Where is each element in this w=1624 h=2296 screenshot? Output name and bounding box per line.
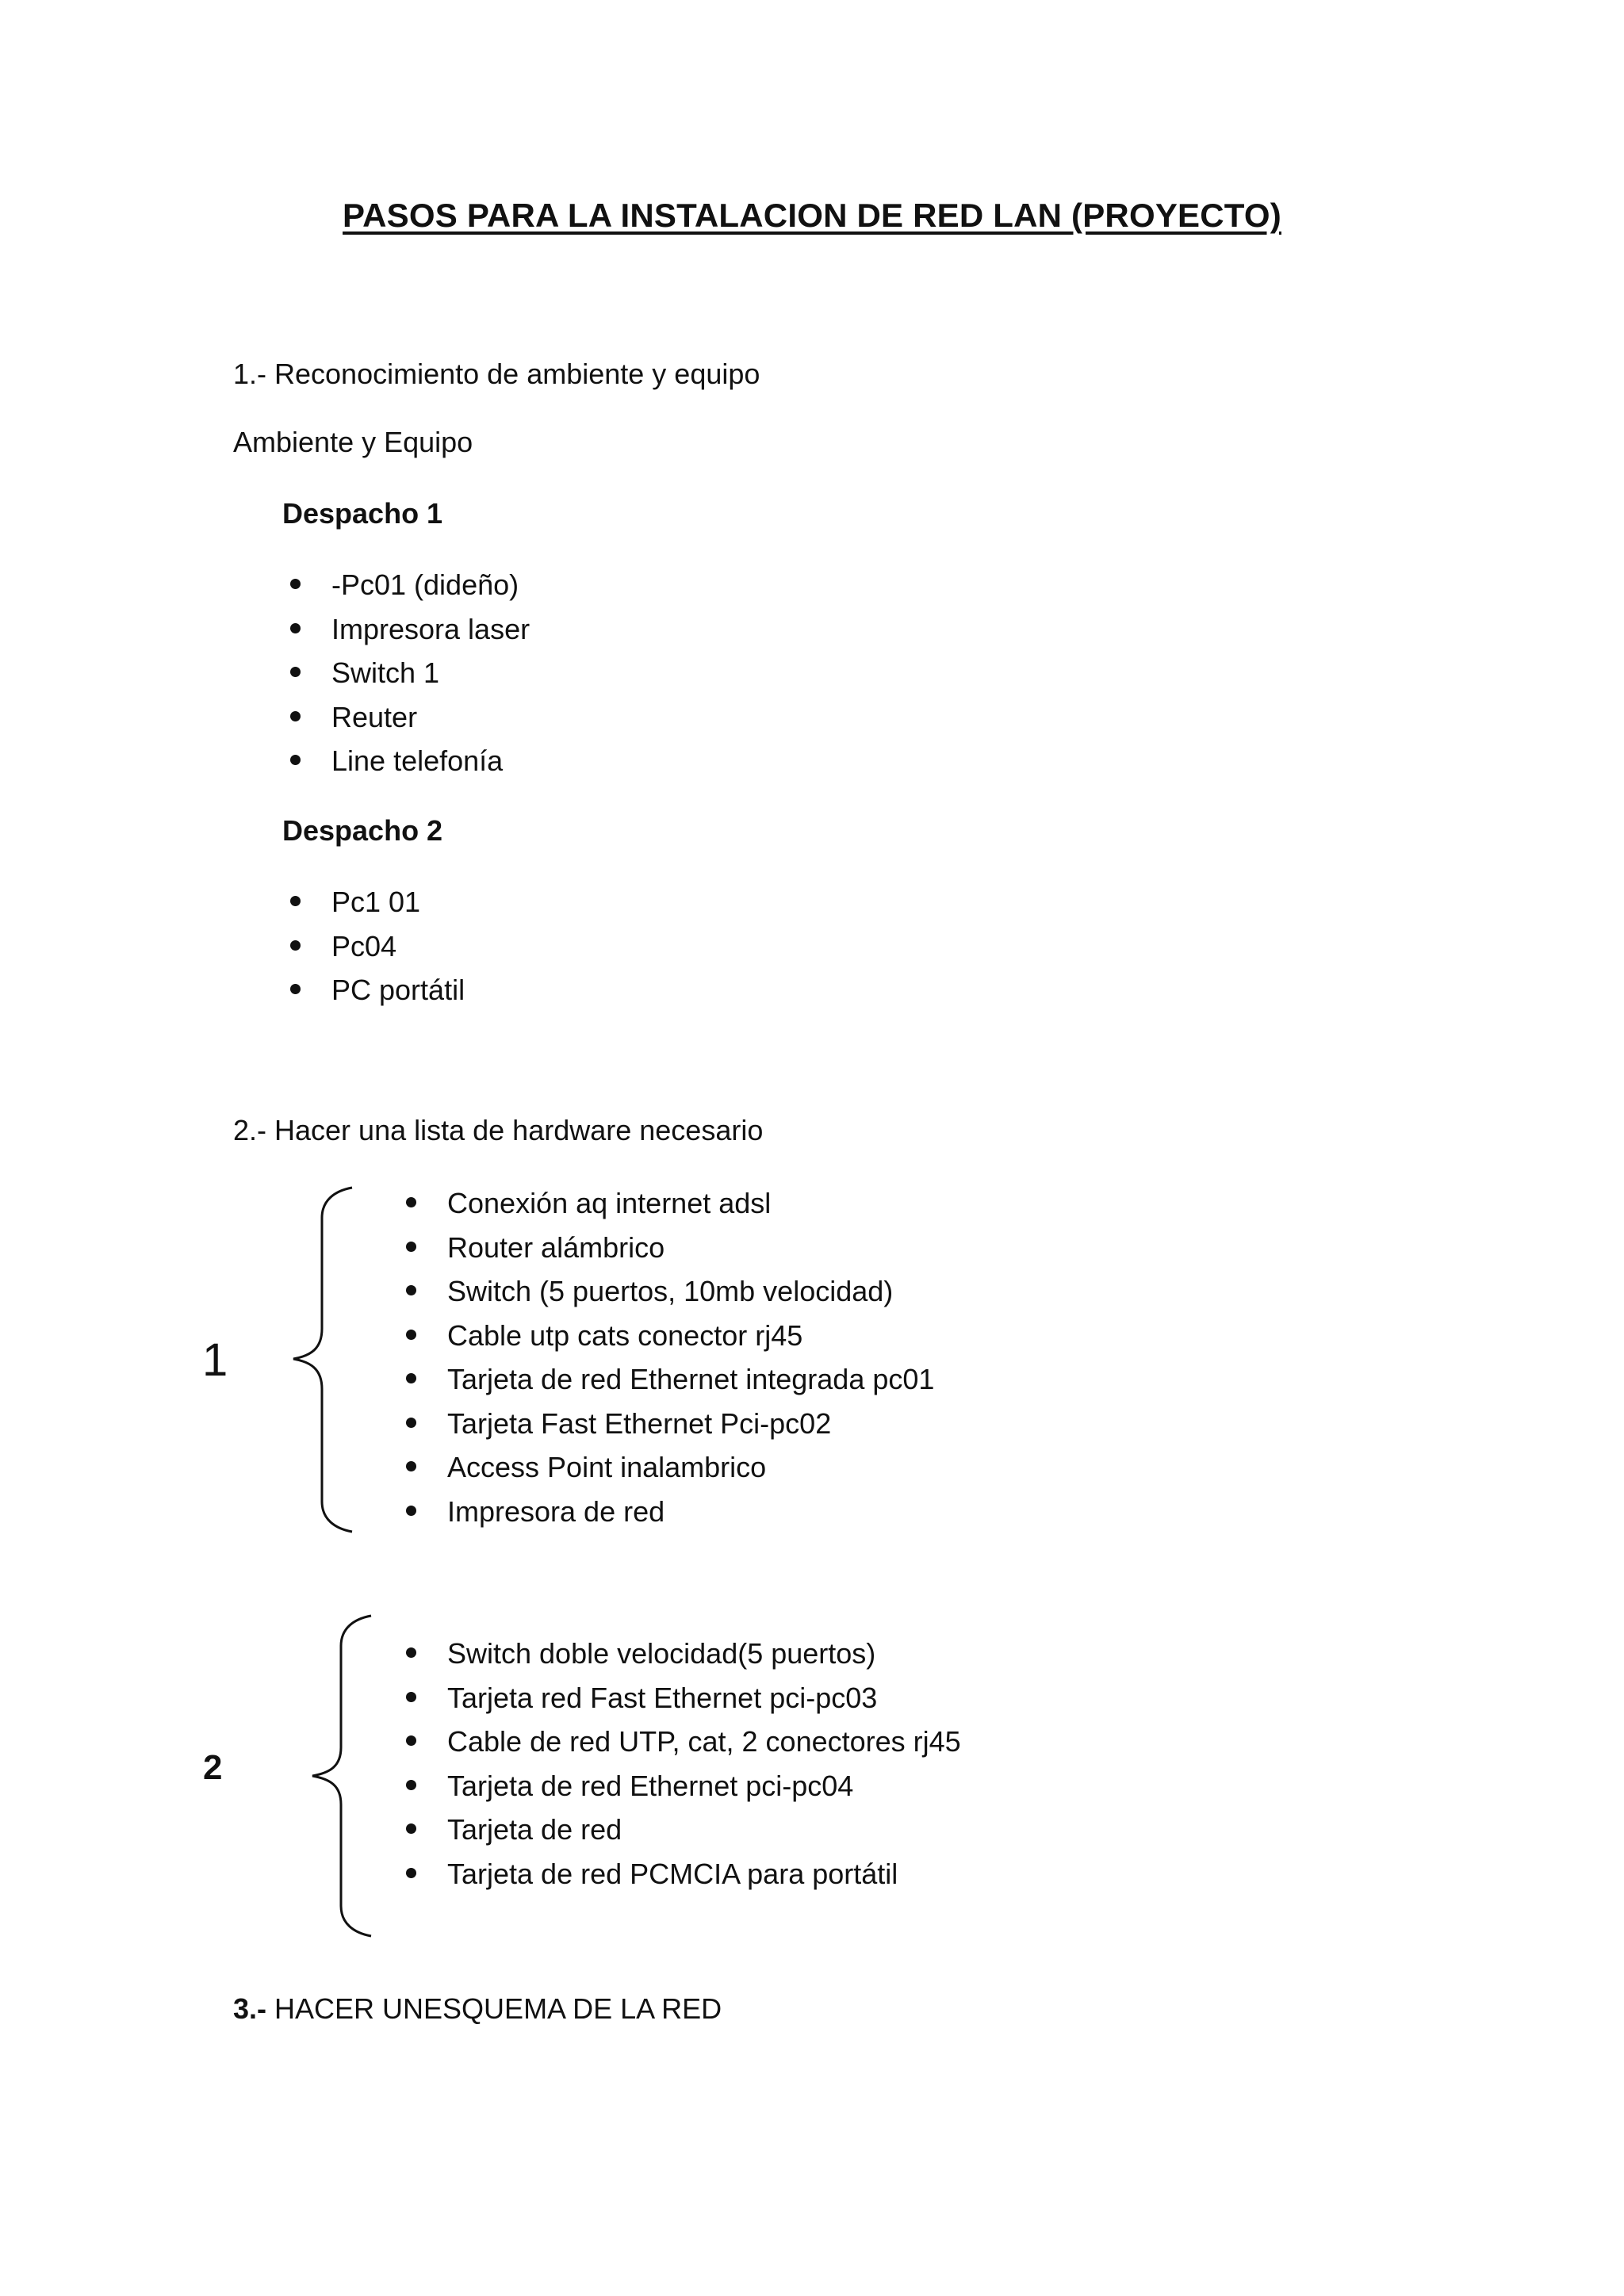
list-item: Cable utp cats conector rj45	[398, 1318, 934, 1363]
bullet-icon	[290, 984, 301, 994]
bullet-icon	[290, 623, 301, 633]
group1-list	[398, 1186, 934, 1538]
list-item: Access Point inalambrico	[398, 1450, 934, 1494]
bullet-icon	[406, 1647, 416, 1658]
bullet-icon	[406, 1868, 416, 1878]
curly-brace-icon	[306, 1614, 377, 1939]
step1-heading: 1.- Reconocimiento de ambiente y equipo	[233, 358, 760, 390]
bullet-icon	[406, 1285, 416, 1295]
list-item: Tarjeta Fast Ethernet Pci-pc02	[398, 1406, 934, 1451]
list-item: PC portátil	[282, 973, 465, 1017]
curly-brace-icon	[287, 1186, 358, 1535]
step3-heading	[233, 1992, 722, 2026]
bullet-icon	[406, 1373, 416, 1383]
bullet-icon	[406, 1780, 416, 1790]
despacho2-label: Despacho 2	[282, 814, 443, 847]
step3-text: HACER UNESQUEMA DE LA RED	[266, 1992, 722, 2025]
group1-number: 1	[202, 1334, 228, 1386]
bullet-icon	[406, 1735, 416, 1746]
bullet-icon	[406, 1197, 416, 1207]
bullet-icon	[406, 1692, 416, 1702]
list-item: Impresora de red	[398, 1494, 934, 1539]
list-item: Switch (5 puertos, 10mb velocidad)	[398, 1274, 934, 1318]
list-item: Pc04	[282, 929, 465, 974]
bullet-icon	[290, 579, 301, 589]
bullet-icon	[406, 1242, 416, 1252]
document-title: PASOS PARA LA INSTALACION DE RED LAN (PROYECTO)	[343, 197, 1281, 234]
list-item: Line telefonía	[282, 744, 530, 788]
list-item: Switch 1	[282, 656, 530, 700]
despacho2-list	[282, 885, 465, 1017]
bullet-icon	[290, 711, 301, 721]
list-item: Tarjeta de red	[398, 1812, 961, 1857]
bullet-icon	[406, 1330, 416, 1340]
step3-number: 3.-	[233, 1992, 267, 2025]
bullet-icon	[406, 1506, 416, 1516]
group2-list	[398, 1636, 961, 1900]
list-item: Tarjeta red Fast Ethernet pci-pc03	[398, 1681, 961, 1725]
list-item: Conexión aq internet adsl	[398, 1186, 934, 1230]
despacho1-label: Despacho 1	[282, 497, 443, 530]
bullet-icon	[290, 896, 301, 906]
list-item: Reuter	[282, 700, 530, 744]
list-item: Switch doble velocidad(5 puertos)	[398, 1636, 961, 1681]
list-item: Impresora laser	[282, 612, 530, 656]
bullet-icon	[406, 1418, 416, 1428]
list-item: Tarjeta de red Ethernet pci-pc04	[398, 1769, 961, 1813]
bullet-icon	[290, 755, 301, 765]
list-item: Router alámbrico	[398, 1230, 934, 1275]
bullet-icon	[406, 1461, 416, 1471]
bullet-icon	[290, 940, 301, 951]
list-item: Tarjeta de red PCMCIA para portátil	[398, 1857, 961, 1901]
list-item: -Pc01 (dideño)	[282, 568, 530, 612]
list-item: Pc1 01	[282, 885, 465, 929]
list-item: Tarjeta de red Ethernet integrada pc01	[398, 1362, 934, 1406]
group2-number: 2	[203, 1748, 223, 1787]
bullet-icon	[290, 667, 301, 677]
despacho1-list	[282, 568, 530, 788]
step2-heading: 2.- Hacer una lista de hardware necesario	[233, 1114, 764, 1146]
bullet-icon	[406, 1823, 416, 1834]
step1-subheading: Ambiente y Equipo	[233, 426, 473, 458]
list-item: Cable de red UTP, cat, 2 conectores rj45	[398, 1724, 961, 1769]
